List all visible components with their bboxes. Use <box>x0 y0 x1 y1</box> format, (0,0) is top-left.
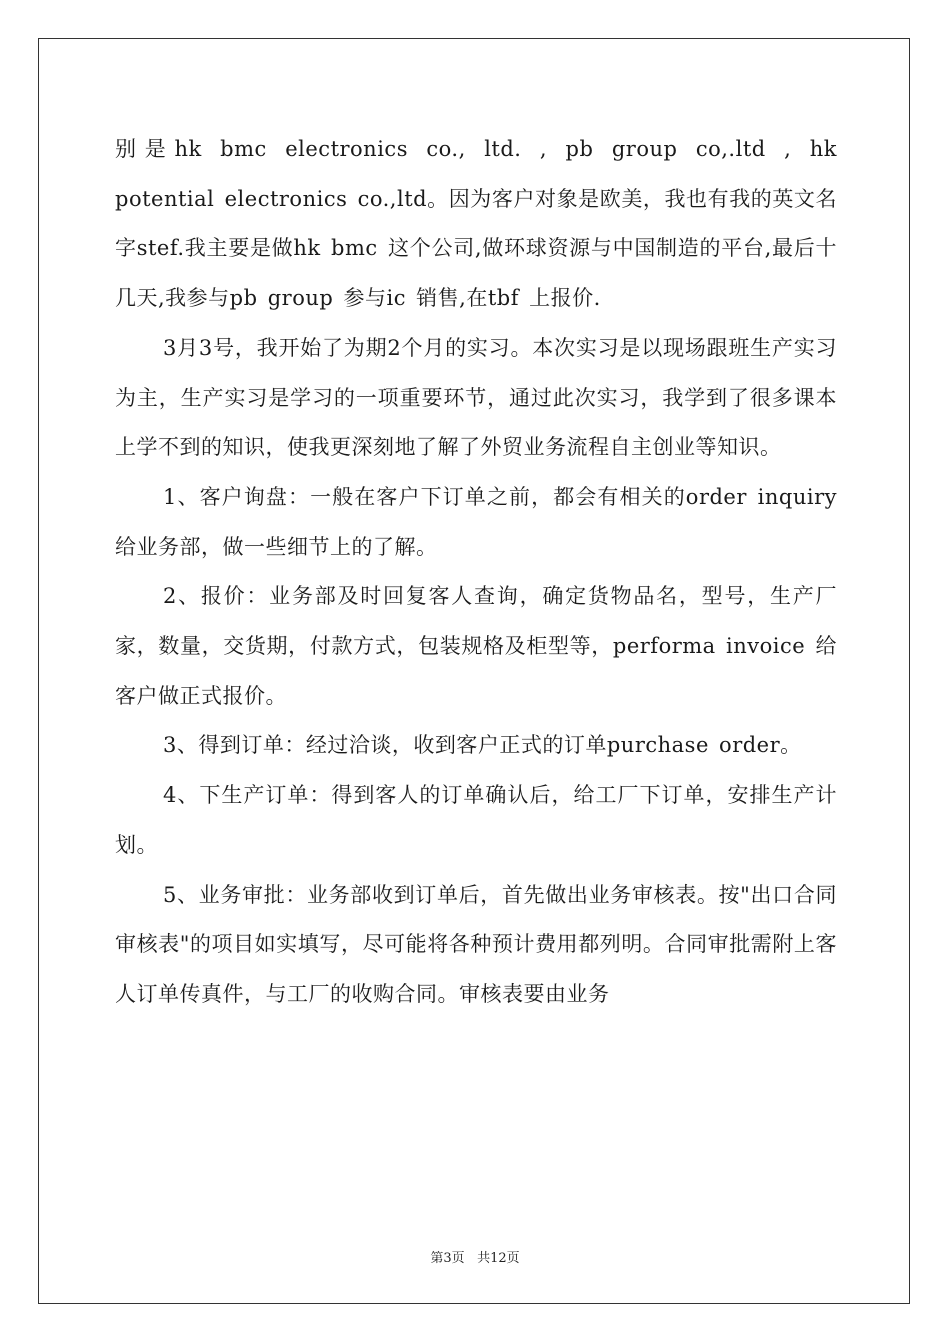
paragraph-step-order: 3、得到订单：经过洽谈，收到客户正式的订单purchase order。 <box>163 733 802 758</box>
paragraph-step-quotation: 2、报价：业务部及时回复客人查询，确定货物品名，型号，生产厂家，数量，交货期，付款方式，包装规格及柜型等，performa invoice 给客户做正式报价。 <box>115 584 837 708</box>
paragraph-step-inquiry: 1、客户询盘：一般在客户下订单之前，都会有相关的order inquiry给业务部，做一些细节上的了解。 <box>115 484 837 559</box>
paragraph-company-intro: 别是hk bmc electronics co., ltd. , pb group co,.ltd , hk potential electronics co.,ltd。因为客户对象是欧美，我也有我的英文名字stef.我主要是做hk bmc 这个公司,做环球资源与中国制造的平台,最后十几天,我参与pb group 参与ic 销售,在tbf 上报价. <box>115 137 837 311</box>
page-footer <box>0 1247 950 1266</box>
paragraph-internship-start: 3月3号，我开始了为期2个月的实习。本次实习是以现场跟班生产实习为主，生产实习是学习的一项重要环节，通过此次实习，我学到了很多课本上学不到的知识，使我更深刻地了解了外贸业务流程自主创业等知识。 <box>115 335 837 460</box>
page-total: 共12页 <box>477 1251 520 1266</box>
page-number: 第3页 <box>430 1251 465 1266</box>
paragraph-step-production: 4、下生产订单：得到客人的订单确认后，给工厂下订单，安排生产计划。 <box>115 783 837 857</box>
paragraph-step-approval: 5、业务审批：业务部收到订单后，首先做出业务审核表。按"出口合同审核表"的项目如实填写，尽可能将各种预计费用都列明。合同审批需附上客人订单传真件，与工厂的收购合同。审核表要由业务 <box>115 882 837 1006</box>
document-body <box>115 125 837 1020</box>
